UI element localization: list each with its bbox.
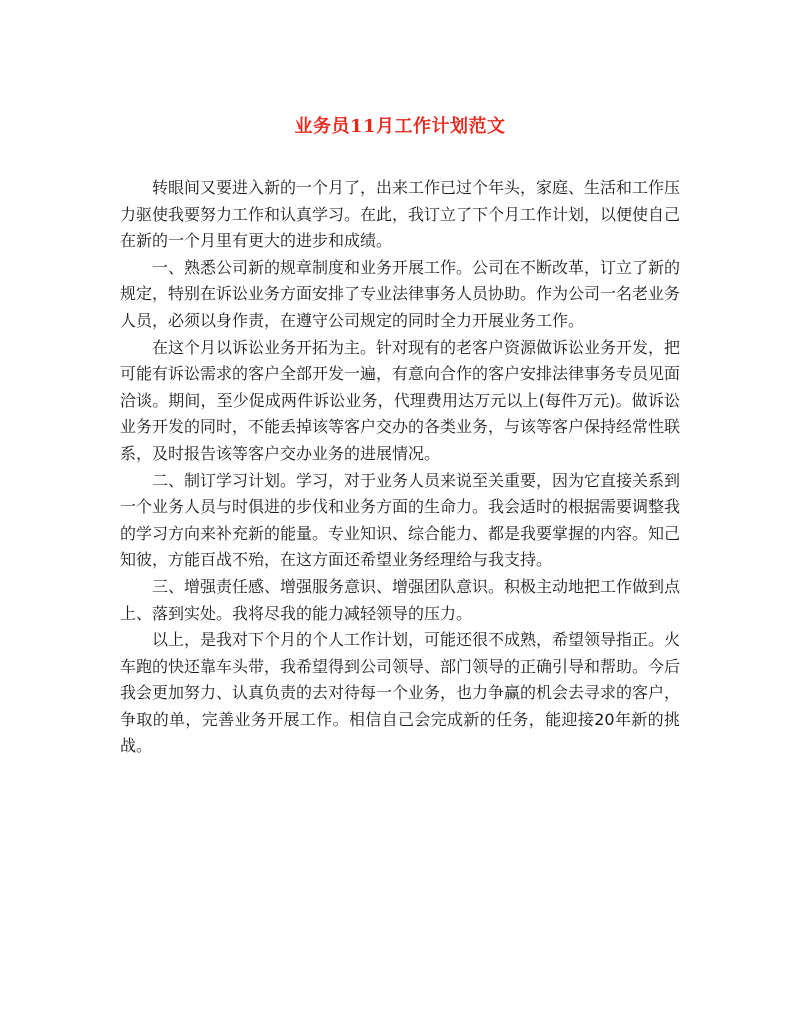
paragraph-intro: 转眼间又要进入新的一个月了，出来工作已过个年头，家庭、生活和工作压力驱使我要努力工作和认真学习。在此，我订立了下个月工作计划，以便使自己在新的一个月里有更大的进步和成绩。 — [120, 178, 681, 251]
document-title: 业务员11月工作计划范文 — [294, 116, 506, 137]
document-body — [120, 175, 680, 760]
paragraph-litigation: 在这个月以诉讼业务开拓为主。针对现有的老客户资源做诉讼业务开发，把可能有诉讼需求的客户全部开发一遍，有意向合作的客户安排法律事务专员见面洽谈。期间，至少促成两件诉讼业务，代理费用达万元以上(每件万元)。做诉讼业务开发的同时，不能丢掉该等客户交办的各类业务，与该等客户保持经常性联系，及时报告该等客户交办业务的进展情况。 — [120, 337, 681, 463]
paragraph-conclusion: 以上，是我对下个月的个人工作计划，可能还很不成熟，希望领导指正。火车跑的快还靠车头带，我希望得到公司领导、部门领导的正确引导和帮助。今后我会更加努力、认真负责的去对待每一个业务，也力争赢的机会去寻求的客户，争取的单，完善业务开展工作。相信自己会完成新的任务，能迎接20年新的挑战。 — [120, 630, 681, 756]
paragraph-section-2: 二、制订学习计划。学习，对于业务人员来说至关重要，因为它直接关系到一个业务人员与时俱进的步伐和业务方面的生命力。我会适时的根据需要调整我的学习方向来补充新的能量。专业知识、综合能力、都是我要掌握的内容。知己知彼，方能百战不殆，在这方面还希望业务经理给与我支持。 — [120, 470, 681, 570]
paragraph-section-1: 一、熟悉公司新的规章制度和业务开展工作。公司在不断改革，订立了新的规定，特别在诉讼业务方面安排了专业法律事务人员协助。作为公司一名老业务人员，必须以身作责，在遵守公司规定的同时全力开展业务工作。 — [120, 257, 681, 330]
paragraph-section-3: 三、增强责任感、增强服务意识、增强团队意识。积极主动地把工作做到点上、落到实处。我将尽我的能力减轻领导的压力。 — [120, 576, 681, 623]
